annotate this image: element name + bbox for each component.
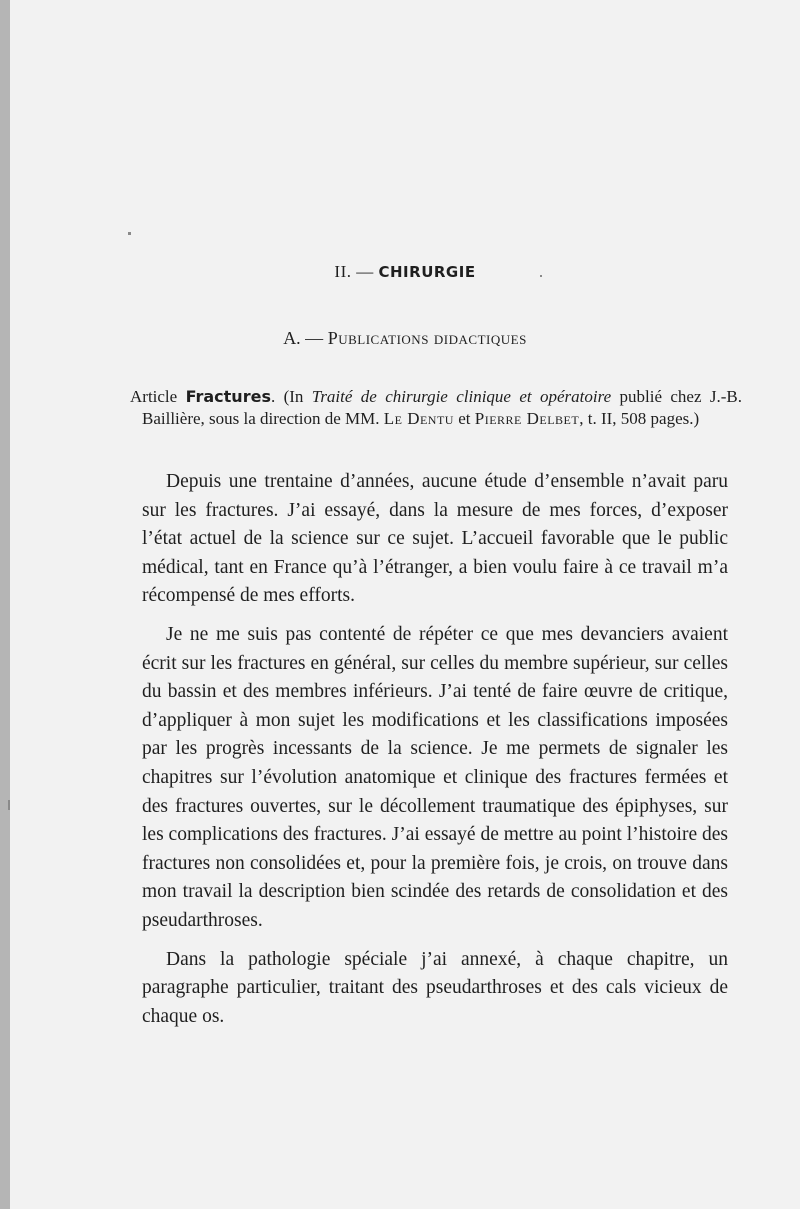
- article-author-2: Pierre Delbet: [474, 409, 580, 428]
- article-author-1: Le Dentu: [383, 409, 454, 428]
- page-speck: [540, 275, 542, 277]
- article-text-2: publié chez J.-B. Baillière, sous la direction de MM.: [142, 387, 743, 428]
- page-speck: [128, 232, 131, 235]
- section-heading: [10, 262, 800, 282]
- body-text: [142, 468, 728, 1041]
- document-page: [10, 0, 800, 1209]
- subsection-letter: A. —: [283, 328, 324, 348]
- article-text-1: . (In: [270, 387, 312, 406]
- article-text-3: et: [453, 409, 475, 428]
- section-number: II. —: [334, 262, 374, 281]
- paragraph: Depuis une trentaine d’années, aucune étude d’ensemble n’avait paru sur les fractures. J’ai essayé, dans la mesure de mes forces, d’exposer l’état actuel de la science sur ce sujet. L’accueil favorable que le public médical, tant en France qu’à l’étranger, a bien voulu faire à ce travail m’a récompensé de mes efforts.: [142, 471, 728, 607]
- paragraph: Dans la pathologie spéciale j’ai annexé, à chaque chapitre, un paragraphe particulier, traitant des pseudarthroses et des cals vicieux de chaque os.: [142, 948, 728, 1027]
- subsection-heading: [10, 328, 800, 349]
- article-text-4: , t. II, 508 pages.): [579, 409, 700, 428]
- article-work-title: Traité de chirurgie clinique et opératoire: [311, 387, 612, 406]
- article-title: Fractures: [185, 387, 271, 406]
- page-speck: [8, 800, 10, 810]
- paragraph: Je ne me suis pas contenté de répéter ce que mes devanciers avaient écrit sur les fractures en général, sur celles du membre supérieur, sur celles du bassin et des membres inférieurs. J’ai tenté de faire œuvre de critique, d’appliquer à mon sujet les modifications et les classifications imposées par les progrès incessants de la science. Je me permets de signaler les chapitres sur l’évolution anatomique et clinique des fractures fermées et des fractures ouvertes, sur le décollement traumatique des épiphyses, sur les complications des fractures. J’ai essayé de mettre au point l’histoire des fractures non consolidées et, pour la première fois, je crois, on trouve dans mon travail la description bien scindée des retards de consolidation et des pseudarthroses.: [142, 623, 728, 931]
- subsection-name: Publications didactiques: [327, 328, 527, 348]
- section-name: CHIRURGIE: [378, 263, 476, 281]
- article-prefix: Article: [130, 387, 186, 406]
- page-edge-shadow: [0, 0, 10, 1209]
- article-citation: [130, 386, 742, 430]
